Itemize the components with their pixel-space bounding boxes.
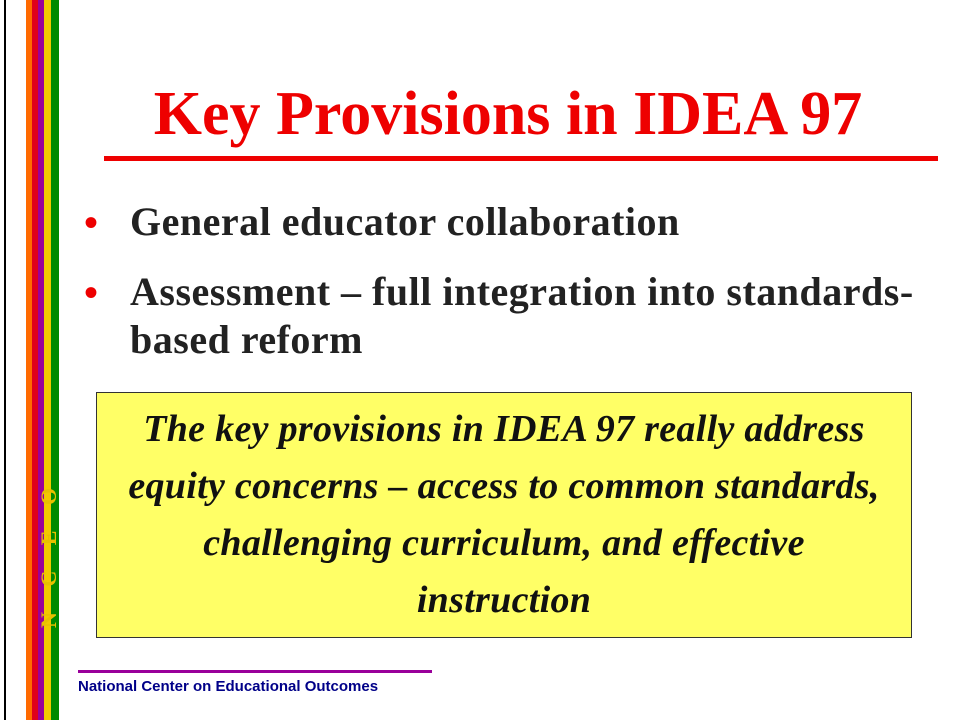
slide-title: Key Provisions in IDEA 97 [153, 80, 863, 148]
footer-text: National Center on Educational Outcomes [78, 678, 379, 695]
callout-box [96, 392, 912, 638]
bullet-icon: • [84, 200, 99, 245]
callout-text: The key provisions in IDEA 97 really address equity concerns – access to common standards, challenging curriculum, and effective instruction [128, 408, 880, 621]
bullet-item [84, 268, 924, 364]
title-underline [104, 156, 938, 161]
bullet-item [84, 198, 924, 246]
footer-rule [78, 670, 432, 673]
bullet-icon: • [84, 270, 99, 315]
bullet-text: General educator collaboration [130, 199, 680, 244]
side-label: N C E O [36, 477, 61, 628]
bullet-list [84, 198, 924, 386]
bullet-text: Assessment – full integration into standards-based reform [130, 269, 914, 362]
stripe-black [4, 0, 6, 720]
